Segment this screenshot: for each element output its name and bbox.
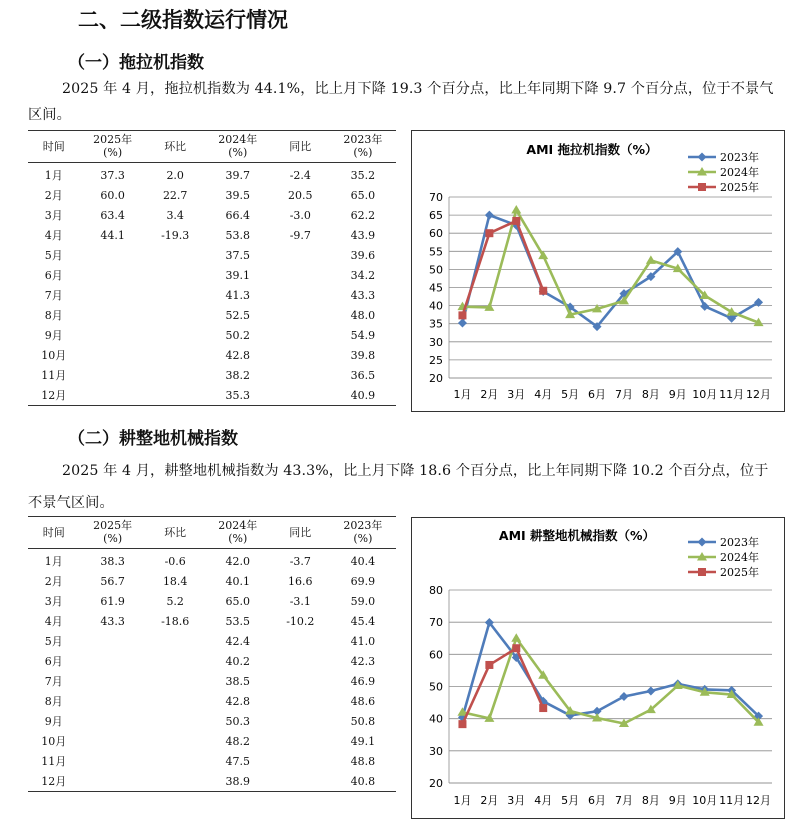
cell-yoy xyxy=(271,365,330,385)
cell-y2025: 63.4 xyxy=(100,208,125,222)
cell-y2024: 41.3 xyxy=(225,288,250,302)
data-point xyxy=(458,311,466,319)
cell-yoy xyxy=(271,771,330,792)
cell-month: 12月 xyxy=(28,771,80,792)
table-row xyxy=(28,631,396,651)
x-tick-label: 11月 xyxy=(719,388,745,401)
data-point xyxy=(539,704,547,712)
table-row xyxy=(28,671,396,691)
column-header-text: (%) xyxy=(228,532,248,545)
cell-y2025: 37.3 xyxy=(100,168,125,182)
series-2023年 xyxy=(458,211,763,331)
cell-mom xyxy=(146,711,205,731)
column-header-y2023 xyxy=(330,131,396,163)
cell-yoy: -10.2 xyxy=(286,614,315,628)
cell-yoy xyxy=(271,671,330,691)
legend-item xyxy=(688,565,759,579)
cell-yoy xyxy=(271,631,330,651)
cell-mom xyxy=(146,285,205,305)
column-header-month xyxy=(28,517,80,549)
x-tick-label: 9月 xyxy=(668,794,687,807)
cell-y2023: 35.2 xyxy=(350,168,376,182)
x-tick-label: 3月 xyxy=(507,794,526,807)
cell-y2025 xyxy=(80,771,146,792)
cell-y2023: 48.6 xyxy=(350,694,376,708)
x-tick-label: 8月 xyxy=(641,794,660,807)
cell-y2023: 40.9 xyxy=(330,385,396,406)
cell-y2023: 45.4 xyxy=(350,614,376,628)
cell-mom xyxy=(146,631,205,651)
cell-y2025 xyxy=(80,731,146,751)
column-header-text: 同比 xyxy=(289,525,312,539)
cell-month: 4月 xyxy=(44,229,63,242)
table-row xyxy=(28,691,396,711)
table-row xyxy=(28,751,396,771)
cell-y2025: 56.7 xyxy=(100,574,125,588)
cell-mom xyxy=(146,385,205,406)
cell-month: 11月 xyxy=(41,369,67,382)
cell-y2023: 43.9 xyxy=(350,228,376,242)
table-row xyxy=(28,163,396,186)
y-tick-label: 30 xyxy=(429,335,443,349)
cell-month: 7月 xyxy=(44,675,63,688)
x-tick-label: 8月 xyxy=(641,388,660,401)
cell-yoy: -2.4 xyxy=(289,168,311,182)
cell-y2024: 42.0 xyxy=(225,554,250,568)
section-title-tractor: （一）拖拉机指数 xyxy=(68,53,204,73)
tillage-index-chart xyxy=(411,517,785,819)
cell-y2023: 42.3 xyxy=(350,654,376,668)
cell-y2024: 42.8 xyxy=(225,348,250,362)
cell-mom xyxy=(146,365,205,385)
cell-yoy: -3.7 xyxy=(289,554,311,568)
cell-y2025 xyxy=(80,245,146,265)
y-tick-label: 20 xyxy=(429,777,443,790)
y-tick-label: 25 xyxy=(429,353,443,367)
column-header-text: 同比 xyxy=(289,139,312,153)
data-point xyxy=(458,720,466,728)
cell-y2024: 65.0 xyxy=(225,594,250,608)
cell-y2023: 43.3 xyxy=(350,288,376,302)
column-header-y2025 xyxy=(80,517,146,549)
cell-y2024: 39.7 xyxy=(225,168,250,182)
cell-y2023: 49.1 xyxy=(350,734,376,748)
cell-y2024: 39.5 xyxy=(225,188,250,202)
cell-y2023: 48.8 xyxy=(350,754,376,768)
legend-item xyxy=(688,150,759,164)
cell-y2024: 50.3 xyxy=(225,714,250,728)
cell-y2023: 59.0 xyxy=(350,594,376,608)
cell-yoy xyxy=(271,751,330,771)
cell-y2023: 39.6 xyxy=(350,248,376,262)
legend-label: 2025年 xyxy=(720,181,759,194)
x-tick-label: 1月 xyxy=(453,388,472,401)
cell-month: 6月 xyxy=(44,655,63,668)
column-header-text: (%) xyxy=(103,532,123,545)
table-row xyxy=(28,771,396,792)
chart-title: AMI 耕整地机械指数（%） xyxy=(498,528,656,543)
cell-mom: 18.4 xyxy=(162,574,188,588)
cell-mom: -18.6 xyxy=(161,614,190,628)
series-2023年 xyxy=(458,618,763,722)
page-heading: 二、二级指数运行情况 xyxy=(78,8,288,32)
y-tick-label: 70 xyxy=(429,616,443,630)
legend-item xyxy=(688,165,759,179)
x-tick-label: 10月 xyxy=(692,794,718,807)
cell-month: 6月 xyxy=(44,269,63,282)
tillage-index-chart-svg xyxy=(412,518,784,818)
cell-y2024: 42.8 xyxy=(225,694,250,708)
cell-mom xyxy=(146,691,205,711)
cell-y2024: 38.2 xyxy=(225,368,250,382)
section-paragraph-tractor: 2025 年 4 月，拖拉机指数为 44.1%，比上月下降 19.3 个百分点，比上年同期下降 9.7 个百分点，位于不景气区间。 xyxy=(28,81,774,123)
cell-yoy xyxy=(271,285,330,305)
cell-yoy xyxy=(271,731,330,751)
column-header-text: 时间 xyxy=(42,139,65,153)
x-tick-label: 4月 xyxy=(534,794,553,807)
legend-marker xyxy=(698,538,707,547)
cell-month: 2月 xyxy=(44,575,63,588)
column-header-text: 2024年 xyxy=(218,133,258,146)
cell-y2023: 34.2 xyxy=(350,268,376,282)
cell-y2024: 37.5 xyxy=(225,248,250,262)
column-header-text: 时间 xyxy=(42,525,65,539)
column-header-text: (%) xyxy=(353,146,373,159)
cell-y2025 xyxy=(80,631,146,651)
legend-item xyxy=(688,550,759,564)
legend-marker xyxy=(698,183,706,191)
cell-y2024: 52.5 xyxy=(225,308,250,322)
cell-y2024: 53.8 xyxy=(225,228,250,242)
data-point xyxy=(511,205,521,214)
column-header-y2025 xyxy=(80,131,146,163)
cell-y2025 xyxy=(80,751,146,771)
data-point xyxy=(485,229,493,237)
data-point xyxy=(485,211,494,220)
cell-y2024: 48.2 xyxy=(225,734,250,748)
data-point xyxy=(700,302,709,311)
y-tick-label: 40 xyxy=(429,712,443,726)
cell-y2025 xyxy=(80,325,146,345)
column-header-month xyxy=(28,131,80,163)
legend-marker xyxy=(698,153,707,162)
column-header-text: 环比 xyxy=(164,139,187,153)
cell-mom xyxy=(146,265,205,285)
cell-y2023: 62.2 xyxy=(350,208,376,222)
table-row xyxy=(28,325,396,345)
cell-y2023: 48.0 xyxy=(350,308,376,322)
y-tick-label: 40 xyxy=(429,299,443,313)
cell-y2023: 69.9 xyxy=(350,574,376,588)
cell-y2025: 43.3 xyxy=(100,614,125,628)
table-row xyxy=(28,591,396,611)
section-title-tillage: （二）耕整地机械指数 xyxy=(68,429,238,449)
cell-y2024: 38.9 xyxy=(205,771,271,792)
table-row xyxy=(28,345,396,365)
cell-y2025: 44.1 xyxy=(100,228,125,242)
cell-yoy xyxy=(271,245,330,265)
cell-yoy xyxy=(271,305,330,325)
legend-label: 2024年 xyxy=(720,166,759,179)
series-2025年 xyxy=(458,217,547,319)
cell-y2025 xyxy=(80,365,146,385)
cell-y2025: 38.3 xyxy=(100,554,125,568)
cell-mom xyxy=(146,651,205,671)
table-row xyxy=(28,385,396,406)
column-header-mom xyxy=(146,131,205,163)
column-header-text: 2023年 xyxy=(343,519,383,532)
cell-mom xyxy=(146,305,205,325)
tractor-index-chart-svg xyxy=(412,131,784,411)
y-tick-label: 55 xyxy=(429,245,443,259)
y-tick-label: 45 xyxy=(429,281,443,295)
column-header-text: 环比 xyxy=(164,525,187,539)
x-tick-label: 7月 xyxy=(614,388,633,401)
table-row xyxy=(28,225,396,245)
table-row xyxy=(28,365,396,385)
cell-mom xyxy=(146,671,205,691)
cell-mom xyxy=(146,771,205,792)
x-tick-label: 5月 xyxy=(561,794,580,807)
column-header-text: (%) xyxy=(103,146,123,159)
cell-y2025 xyxy=(80,385,146,406)
cell-mom xyxy=(146,345,205,365)
series-2024年 xyxy=(457,205,763,326)
cell-y2023: 40.8 xyxy=(330,771,396,792)
column-header-text: 2023年 xyxy=(343,133,383,146)
cell-month: 8月 xyxy=(44,695,63,708)
data-point xyxy=(511,633,521,642)
cell-month: 8月 xyxy=(44,309,63,322)
table-row xyxy=(28,265,396,285)
cell-month: 4月 xyxy=(44,615,63,628)
y-tick-label: 60 xyxy=(429,648,443,662)
legend-label: 2023年 xyxy=(720,151,759,164)
cell-mom: 3.4 xyxy=(166,208,184,222)
cell-yoy: 16.6 xyxy=(288,574,313,588)
x-tick-label: 9月 xyxy=(668,388,687,401)
cell-y2024: 39.1 xyxy=(225,268,250,282)
cell-yoy xyxy=(271,385,330,406)
column-header-mom xyxy=(146,517,205,549)
cell-mom xyxy=(146,751,205,771)
cell-yoy: -9.7 xyxy=(289,228,311,242)
cell-month: 7月 xyxy=(44,289,63,302)
cell-month: 5月 xyxy=(44,249,63,262)
x-tick-label: 2月 xyxy=(480,794,499,807)
section-paragraph-tillage: 2025 年 4 月，耕整地机械指数为 43.3%，比上月下降 18.6 个百分点，比上年同期下降 10.2 个百分点，位于不景气区间。 xyxy=(28,463,769,511)
cell-mom: 5.2 xyxy=(166,594,184,608)
column-header-y2023 xyxy=(330,517,396,549)
cell-y2023: 36.5 xyxy=(350,368,376,382)
cell-y2024: 35.3 xyxy=(205,385,271,406)
data-point xyxy=(512,217,520,225)
x-tick-label: 4月 xyxy=(534,388,553,401)
cell-y2024: 40.1 xyxy=(225,574,250,588)
cell-y2025: 61.9 xyxy=(100,594,125,608)
cell-month: 5月 xyxy=(44,635,63,648)
x-tick-label: 1月 xyxy=(453,794,472,807)
column-header-y2024 xyxy=(205,131,271,163)
column-header-text: 2025年 xyxy=(93,519,133,532)
cell-y2023: 41.0 xyxy=(350,634,376,648)
cell-mom xyxy=(146,731,205,751)
cell-month: 2月 xyxy=(44,189,63,202)
cell-yoy xyxy=(271,345,330,365)
cell-y2024: 66.4 xyxy=(225,208,250,222)
cell-mom: -0.6 xyxy=(164,554,186,568)
column-header-yoy xyxy=(271,131,330,163)
x-tick-label: 12月 xyxy=(746,388,772,401)
y-tick-label: 60 xyxy=(429,227,443,241)
cell-y2024: 42.4 xyxy=(225,634,250,648)
cell-y2025 xyxy=(80,671,146,691)
cell-y2023: 54.9 xyxy=(350,328,376,342)
cell-mom xyxy=(146,325,205,345)
legend-item xyxy=(688,180,759,194)
cell-y2025 xyxy=(80,711,146,731)
legend-marker xyxy=(698,568,706,576)
y-tick-label: 70 xyxy=(429,191,443,204)
cell-y2023: 65.0 xyxy=(350,188,376,202)
table-row xyxy=(28,731,396,751)
tractor-index-chart xyxy=(411,130,785,412)
table-row xyxy=(28,305,396,325)
cell-month: 10月 xyxy=(41,349,67,362)
series-line xyxy=(462,215,758,326)
tillage-index-table xyxy=(28,517,396,792)
cell-y2024: 50.2 xyxy=(225,328,250,342)
legend-label: 2024年 xyxy=(720,551,759,564)
series-2024年 xyxy=(457,633,763,727)
cell-y2025 xyxy=(80,345,146,365)
data-point xyxy=(539,287,547,295)
cell-y2023: 50.8 xyxy=(350,714,376,728)
legend-item xyxy=(688,535,759,549)
cell-y2023: 46.9 xyxy=(350,674,376,688)
table-row xyxy=(28,549,396,572)
column-header-text: (%) xyxy=(353,532,373,545)
cell-y2024: 38.5 xyxy=(225,674,250,688)
cell-month: 1月 xyxy=(44,555,63,568)
x-tick-label: 6月 xyxy=(588,794,607,807)
cell-y2024: 47.5 xyxy=(225,754,250,768)
cell-mom: -19.3 xyxy=(161,228,190,242)
y-tick-label: 35 xyxy=(429,317,443,331)
cell-yoy: -3.1 xyxy=(289,594,311,608)
cell-mom xyxy=(146,245,205,265)
table-row xyxy=(28,571,396,591)
x-tick-label: 5月 xyxy=(561,388,580,401)
x-tick-label: 3月 xyxy=(507,388,526,401)
x-tick-label: 7月 xyxy=(614,794,633,807)
y-tick-label: 20 xyxy=(429,372,443,385)
cell-month: 1月 xyxy=(44,169,63,182)
cell-y2025 xyxy=(80,305,146,325)
cell-month: 3月 xyxy=(44,595,63,608)
y-tick-label: 80 xyxy=(429,584,443,597)
data-point xyxy=(512,644,520,652)
cell-mom: 2.0 xyxy=(166,168,184,182)
x-tick-label: 10月 xyxy=(692,388,718,401)
cell-mom: 22.7 xyxy=(162,188,188,202)
x-tick-label: 6月 xyxy=(588,388,607,401)
column-header-text: (%) xyxy=(228,146,248,159)
table-row xyxy=(28,285,396,305)
column-header-text: 2024年 xyxy=(218,519,258,532)
cell-yoy xyxy=(271,651,330,671)
cell-yoy xyxy=(271,691,330,711)
cell-y2023: 39.8 xyxy=(350,348,376,362)
cell-y2024: 53.5 xyxy=(225,614,250,628)
table-row xyxy=(28,245,396,265)
column-header-yoy xyxy=(271,517,330,549)
x-tick-label: 11月 xyxy=(719,794,745,807)
data-point xyxy=(485,661,493,669)
y-tick-label: 65 xyxy=(429,209,443,223)
data-point xyxy=(646,255,656,264)
legend-label: 2023年 xyxy=(720,536,759,549)
data-point xyxy=(646,687,655,696)
series-line xyxy=(462,638,758,723)
y-tick-label: 50 xyxy=(429,680,443,694)
table-row xyxy=(28,711,396,731)
cell-y2025 xyxy=(80,651,146,671)
cell-yoy xyxy=(271,325,330,345)
table-row xyxy=(28,185,396,205)
x-tick-label: 2月 xyxy=(480,388,499,401)
cell-month: 9月 xyxy=(44,715,63,728)
cell-yoy xyxy=(271,711,330,731)
cell-y2025 xyxy=(80,265,146,285)
table-row xyxy=(28,611,396,631)
data-point xyxy=(458,318,467,327)
cell-y2025: 60.0 xyxy=(100,188,125,202)
cell-month: 9月 xyxy=(44,329,63,342)
chart-title: AMI 拖拉机指数（%） xyxy=(526,142,658,157)
x-tick-label: 12月 xyxy=(746,794,772,807)
y-tick-label: 50 xyxy=(429,263,443,277)
cell-y2025 xyxy=(80,691,146,711)
cell-y2023: 40.4 xyxy=(350,554,376,568)
table-row xyxy=(28,651,396,671)
cell-month: 3月 xyxy=(44,209,63,222)
cell-month: 11月 xyxy=(41,755,67,768)
y-tick-label: 30 xyxy=(429,744,443,758)
cell-month: 12月 xyxy=(28,385,80,406)
cell-y2024: 40.2 xyxy=(225,654,250,668)
cell-month: 10月 xyxy=(41,735,67,748)
cell-y2025 xyxy=(80,285,146,305)
legend-label: 2025年 xyxy=(720,566,759,579)
tractor-index-table xyxy=(28,131,396,406)
cell-yoy: 20.5 xyxy=(288,188,313,202)
cell-yoy: -3.0 xyxy=(289,208,311,222)
cell-yoy xyxy=(271,265,330,285)
column-header-y2024 xyxy=(205,517,271,549)
column-header-text: 2025年 xyxy=(93,133,133,146)
table-row xyxy=(28,205,396,225)
